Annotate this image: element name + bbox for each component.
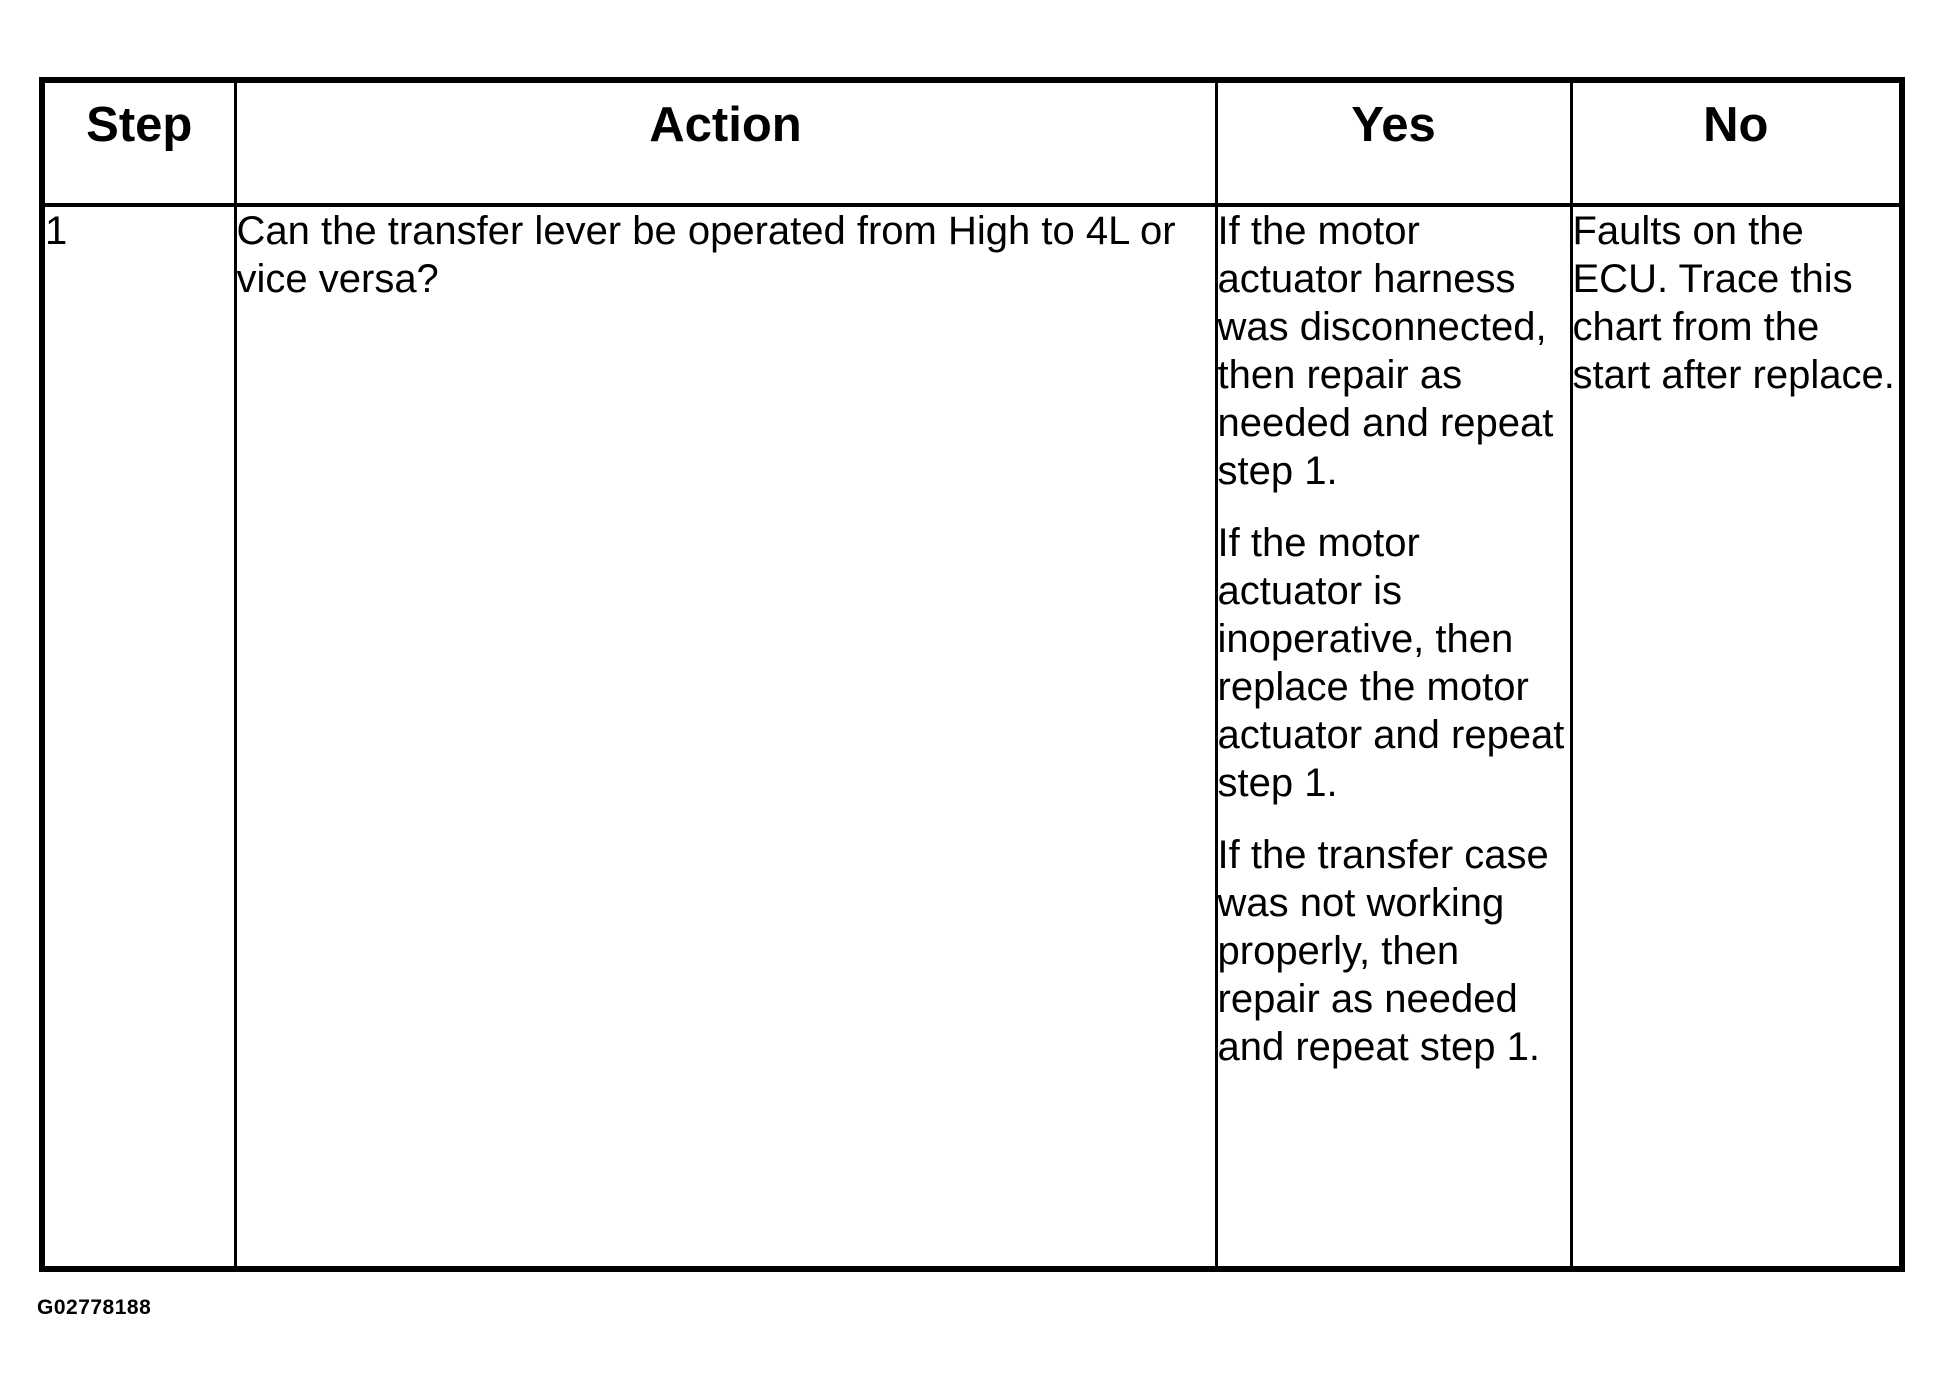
table-header-row	[45, 83, 1899, 205]
diagnostic-table-frame	[39, 77, 1905, 1272]
figure-id: G02778188	[37, 1296, 152, 1319]
yes-paragraph: If the motor actuator is inoperative, then replace the motor actuator and repeat step 1.	[1217, 521, 1565, 805]
action-text: Can the transfer lever be operated from High to 4L or vice versa?	[235, 205, 1216, 1266]
header-yes: Yes	[1216, 83, 1571, 205]
header-no: No	[1571, 83, 1899, 205]
table-row	[45, 205, 1899, 1266]
yes-paragraph: If the motor actuator harness was disconnected, then repair as needed and repeat step 1.	[1217, 209, 1554, 493]
header-step: Step	[45, 83, 235, 205]
step-number: 1	[45, 205, 235, 1266]
yes-paragraph: If the transfer case was not working properly, then repair as needed and repeat step 1.	[1217, 833, 1549, 1069]
header-action: Action	[235, 83, 1216, 205]
diagnostic-table	[45, 83, 1899, 1266]
yes-cell	[1216, 205, 1571, 1266]
no-text: Faults on the ECU. Trace this chart from the start after replace.	[1571, 205, 1899, 1266]
